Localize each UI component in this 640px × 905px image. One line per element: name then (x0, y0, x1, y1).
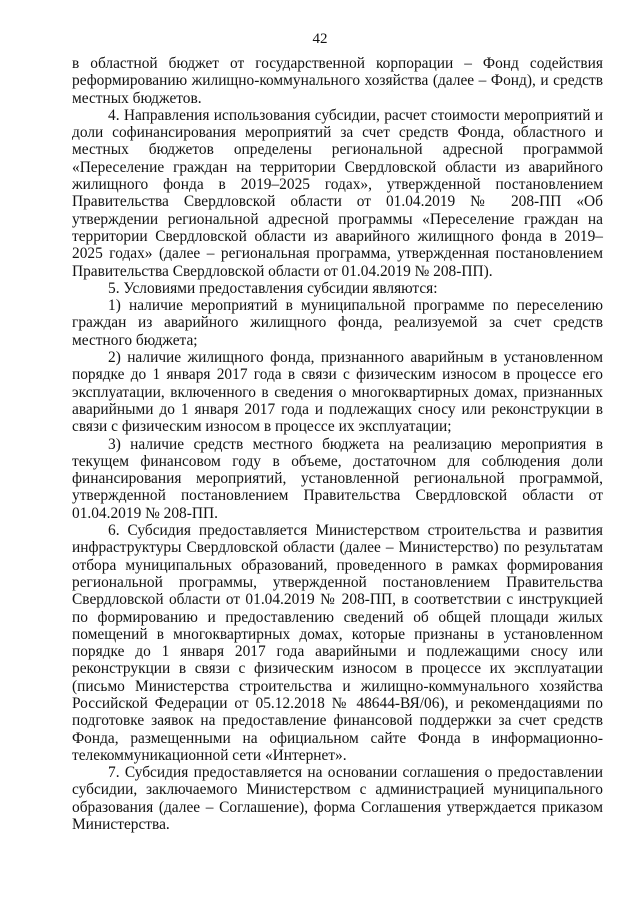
page-number: 42 (312, 31, 328, 47)
paragraph-condition-2: 2) наличие жилищного фонда, признанного аварийным в установленном порядке до 1 января 2017 года в связи с физическим износом в процессе его эксплуатации, включенного в сведения о многоквартирных домах, признанных аварийными до 1 января 2017 года и подлежащих сносу или реконструкции в связи с физическим износом в процессе их эксплуатации; (72, 349, 603, 436)
paragraph-item-5: 5. Условиями предоставления субсидии являются: (108, 279, 438, 297)
paragraph-condition-3: 3) наличие средств местного бюджета на реализацию мероприятия в текущем финансовом году в объеме, достаточном для соблюдения доли финансирования мероприятий, установленной региональной программой, утвержденной постановлением Правительства Свердловской области от 01.04.2019 № 208-ПП. (72, 435, 603, 522)
document-body (72, 55, 603, 833)
paragraph-continuation: в областной бюджет от государственной корпорации – Фонд содействия реформированию жилищно-коммунального хозяйства (далее – Фонд), и средств местных бюджетов. (72, 55, 603, 107)
paragraph-condition-1: 1) наличие мероприятий в муниципальной программе по переселению граждан из аварийного жилищного фонда, реализуемой за счет средств местного бюджета; (72, 297, 603, 349)
paragraph-item-7: 7. Субсидия предоставляется на основании соглашения о предоставлении субсидии, заключаемого Министерством с администрацией муниципального образования (далее – Соглашение), форма Соглашения утверждается приказом Министерства. (72, 764, 603, 834)
paragraph-item-6: 6. Субсидия предоставляется Министерством строительства и развития инфраструктуры Свердловской области (далее – Министерство) по результатам отбора муниципальных образований, проведенного в рамках формирования региональной программы, утвержденной постановлением Правительства Свердловской области от 01.04.2019 № 208-ПП, в соответствии с инструкцией по формированию и предоставлению сведений об общей площади жилых помещений в многоквартирных домах, которые признаны в установленном порядке до 1 января 2017 года аварийными и подлежащими сносу или реконструкции в связи с физическим износом в процессе их эксплуатации (письмо Министерства строительства и жилищно-коммунального хозяйства Российской Федерации от 05.12.2018 № 48644-ВЯ/06), и рекомендациями по подготовке заявок на предоставление финансовой поддержки за счет средств Фонда, размещенными на официальном сайте Фонда в информационно-телекоммуникационной сети «Интернет». (72, 522, 603, 764)
paragraph-item-4: 4. Направления использования субсидии, расчет стоимости мероприятий и доли софинансирования мероприятий за счет средств Фонда, областного и местных бюджетов определены региональной адресной программой «Переселение граждан на территории Свердловской области из аварийного жилищного фонда в 2019–2025 годах», утвержденной постановлением Правительства Свердловской области от 01.04.2019 № 208-ПП «Об утверждении региональной адресной программы «Переселение граждан на территории Свердловской области из аварийного жилищного фонда в 2019–2025 годах» (далее – региональная программа, утвержденная постановлением Правительства Свердловской области от 01.04.2019 № 208-ПП). (72, 106, 603, 280)
